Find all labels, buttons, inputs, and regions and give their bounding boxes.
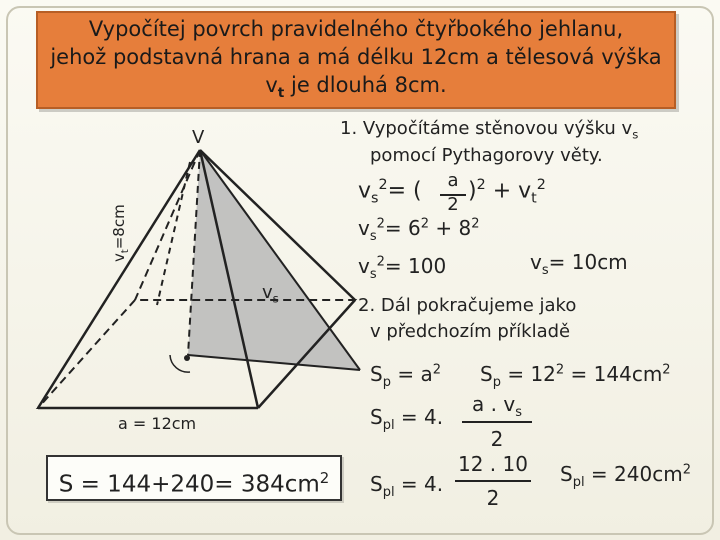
- title-line-3-post: je dlouhá 8cm.: [284, 73, 447, 97]
- step2-heading-1: 2. Dál pokračujeme jako: [358, 295, 577, 316]
- spl2-den: 2: [486, 486, 500, 510]
- sp2-lhs: S: [480, 362, 493, 386]
- eq3-rhs: = 100: [384, 254, 447, 278]
- title-line-1: Vypočítej povrch pravidelného čtyřbokého jehlanu,: [88, 17, 624, 41]
- height-label: [110, 182, 131, 262]
- sp2-eq-sup: 2: [662, 362, 671, 378]
- spl-res-sup: 2: [682, 462, 691, 478]
- final-result-sup: 2: [319, 469, 330, 487]
- eq2-lhs: v: [358, 216, 370, 240]
- eq1-eq: = (: [387, 178, 422, 204]
- spl-formula: [370, 405, 443, 433]
- eq1-t-sup: 2: [536, 177, 546, 193]
- spl-res-lhs: S: [560, 462, 573, 486]
- eq1-lhs-sup: 2: [378, 177, 388, 193]
- eq1-t-sub: t: [531, 190, 537, 207]
- eq3-lhs-sup: 2: [376, 254, 385, 270]
- height-label-v: v: [110, 253, 128, 262]
- spl1-lhs: S: [370, 405, 383, 429]
- title-line-3-sub: t: [277, 85, 285, 102]
- eq2: [358, 216, 480, 244]
- sp-lhs-sub: p: [382, 375, 391, 390]
- spl-res-rhs: = 240cm: [584, 462, 683, 486]
- vs-result-rhs: = 10cm: [548, 250, 628, 274]
- vs-result: [530, 250, 628, 278]
- sp-value: [480, 362, 671, 390]
- spl-result: [560, 462, 691, 490]
- apex-label: V: [192, 127, 205, 148]
- sp-rhs-sup: 2: [432, 362, 441, 378]
- eq2-rhs-a-sup: 2: [420, 216, 430, 232]
- eq2-lhs-sup: 2: [376, 216, 385, 232]
- spl2-mid: = 4.: [394, 472, 444, 496]
- spl1-num: [462, 392, 532, 420]
- spl2-num: 12 . 10: [458, 452, 528, 476]
- title-line-2: jehož podstavná hrana a má délku 12cm a tělesová výška: [50, 45, 662, 69]
- step2-heading-2: v předchozím příkladě: [370, 321, 571, 342]
- final-result-box: [46, 455, 342, 501]
- spl-res-sub: pl: [572, 475, 585, 490]
- eq1-lhs: [358, 177, 422, 207]
- slant-label-v: v: [262, 282, 273, 303]
- step1-heading-2: pomocí Pythagorovy věty.: [370, 145, 603, 166]
- eq2-lhs-sub: s: [369, 229, 377, 244]
- spl1-mid: = 4.: [394, 405, 444, 429]
- final-result-text: S = 144+240= 384cm: [58, 471, 320, 498]
- sp2-rhs: = 12: [500, 362, 556, 386]
- eq3-lhs: v: [358, 254, 370, 278]
- sp-lhs: S: [370, 362, 383, 386]
- height-label-value: =8cm: [110, 204, 128, 250]
- sp2-rhs-sup: 2: [555, 362, 565, 378]
- sp-formula: [370, 362, 441, 390]
- vs-result-sub: s: [541, 263, 549, 278]
- step1-heading-1-sub: s: [632, 127, 639, 142]
- base-edge-label: a = 12cm: [118, 414, 197, 433]
- spl1-lhs-sub: pl: [382, 418, 395, 433]
- shaded-triangle: [188, 150, 360, 370]
- eq1-close-sup: 2: [476, 177, 486, 193]
- step1-heading-1-text: 1. Vypočítáme stěnovou výšku v: [340, 118, 633, 139]
- eq1-frac-num: a: [447, 170, 459, 191]
- spl2-lhs: S: [370, 472, 383, 496]
- vs-result-lhs: v: [530, 250, 542, 274]
- spl2-frac-bar: [455, 480, 531, 482]
- right-angle-dot: [184, 355, 190, 361]
- title-line-3-v: v: [265, 73, 278, 97]
- height-indicator: [157, 162, 190, 305]
- eq1-lhs-sub: s: [371, 190, 379, 207]
- sp-rhs: = a: [390, 362, 433, 386]
- eq3: [358, 254, 446, 282]
- spl1-den: 2: [490, 427, 504, 451]
- eq2-rhs-b-sup: 2: [471, 216, 480, 232]
- eq3-lhs-sub: s: [369, 267, 377, 282]
- edge-back-left: [135, 150, 200, 300]
- eq1-plus: + v: [485, 178, 532, 204]
- slant-label: [262, 282, 279, 306]
- step1-heading-1: [340, 118, 638, 142]
- eq1-rhs: [468, 177, 546, 207]
- sp2-eq: = 144cm: [564, 362, 663, 386]
- eq1-lhs-v: v: [358, 178, 372, 204]
- spl1-frac-bar: [462, 421, 532, 423]
- sp2-lhs-sub: p: [492, 375, 501, 390]
- spl2-lhs-sub: pl: [382, 485, 395, 500]
- spl1-num-text: a . v: [472, 392, 516, 416]
- height-label-sub: t: [120, 249, 131, 254]
- eq1-close: ): [468, 178, 477, 204]
- slant-label-sub: s: [272, 291, 279, 306]
- eq2-rhs-b: + 8: [429, 216, 472, 240]
- spl-substituted: [370, 472, 443, 500]
- eq2-rhs-a: = 6: [384, 216, 421, 240]
- spl1-num-sub: s: [515, 405, 522, 420]
- eq1-frac-den: 2: [447, 194, 459, 215]
